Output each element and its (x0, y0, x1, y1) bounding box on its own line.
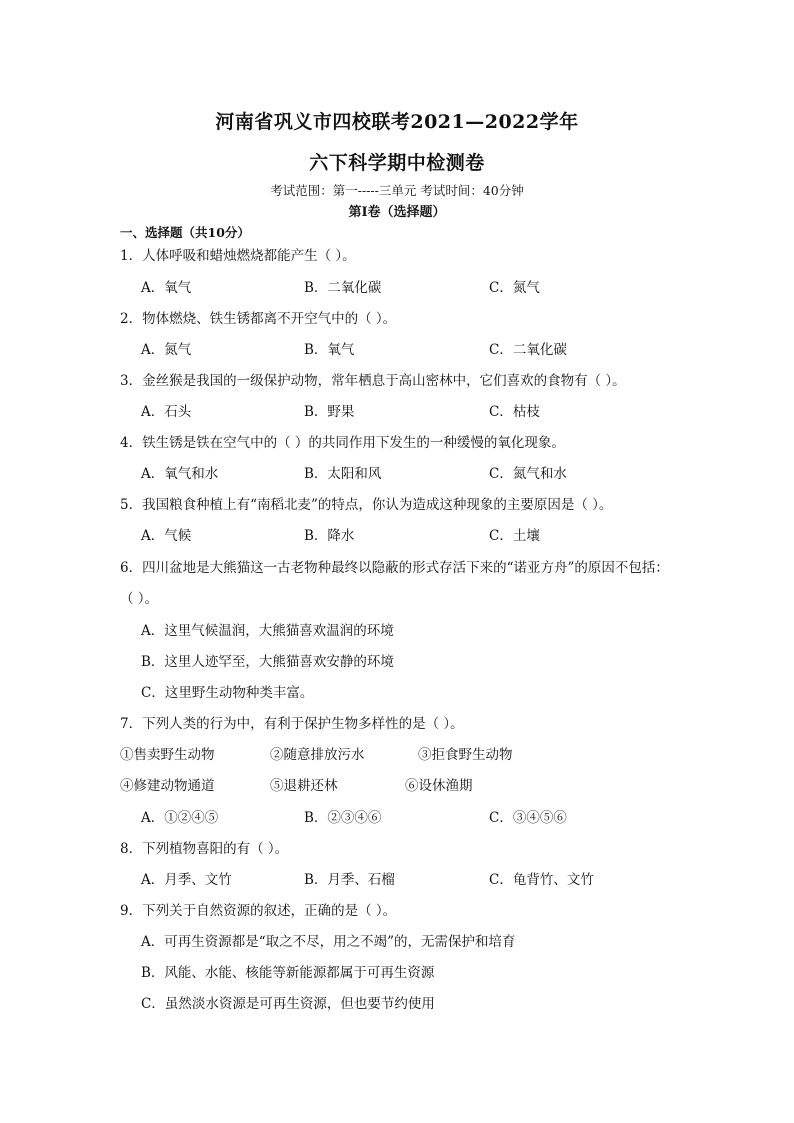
question-5-option-b: B．降水 (304, 528, 355, 544)
question-9-option-b: B．风能、水能、核能等新能源都属于可再生资源 (141, 965, 435, 981)
exam-subtitle: 六下科学期中检测卷 (309, 152, 485, 174)
question-7-item-5: ⑤退耕还林 (270, 778, 338, 794)
question-7-option-a: A．①②④⑤ (141, 810, 219, 826)
exam-info: 考试范围：第一-----三单元 考试时间：40分钟 (270, 183, 524, 198)
question-4-option-a: A．氧气和水 (141, 466, 219, 482)
part-title: 第Ⅰ卷（选择题） (348, 205, 446, 220)
question-3-option-a: A．石头 (141, 404, 192, 420)
question-6-option-c: C．这里野生动物种类丰富。 (141, 685, 314, 701)
question-1-option-b: B．二氧化碳 (304, 280, 382, 296)
question-8-stem: 8．下列植物喜阳的有（ ）。 (120, 841, 289, 857)
question-1-option-a: A．氧气 (141, 280, 192, 296)
question-7-item-2: ②随意排放污水 (270, 747, 365, 763)
question-9-option-a: A．可再生资源都是“取之不尽，用之不竭”的，无需保护和培育 (141, 934, 516, 950)
section-title: 一、选择题（共10分） (120, 225, 250, 240)
question-7-item-6: ⑥设休渔期 (405, 778, 473, 794)
question-7-option-c: C．③④⑤⑥ (489, 810, 567, 826)
question-8-option-a: A．月季、文竹 (141, 872, 232, 888)
question-8-option-c: C．龟背竹、文竹 (489, 872, 594, 888)
question-2-option-b: B．氧气 (304, 342, 355, 358)
question-4-stem: 4．铁生锈是铁在空气中的（ ）的共同作用下发生的一种缓慢的氧化现象。 (120, 435, 565, 451)
question-3-option-b: B．野果 (304, 404, 355, 420)
question-6-option-a: A．这里气候温润，大熊猫喜欢温润的环境 (141, 623, 394, 639)
question-3-option-c: C．枯枝 (489, 404, 540, 420)
question-9-option-c: C．虽然淡水资源是可再生资源，但也要节约使用 (141, 996, 435, 1012)
question-2-option-a: A．氮气 (141, 342, 192, 358)
question-6-stem: 6．四川盆地是大熊猫这一古老物种最终以隐蔽的形式存活下来的“诺亚方舟”的原因不包括： (120, 560, 669, 576)
question-2-option-c: C．二氧化碳 (489, 342, 567, 358)
question-3-stem: 3．金丝猴是我国的一级保护动物，常年栖息于高山密林中，它们喜欢的食物有（ ）。 (120, 373, 626, 389)
question-1-option-c: C．氮气 (489, 280, 540, 296)
question-7-option-b: B．②③④⑥ (304, 810, 382, 826)
question-5-option-c: C．土壤 (489, 528, 540, 544)
question-8-option-b: B．月季、石榴 (304, 872, 395, 888)
question-7-item-1: ①售卖野生动物 (120, 747, 215, 763)
question-7-item-3: ③拒食野生动物 (418, 747, 513, 763)
exam-title: 河南省巩义市四校联考2021—2022学年 (215, 111, 579, 133)
question-7-item-4: ④修建动物通道 (120, 778, 215, 794)
question-5-stem: 5．我国粮食种植上有“南稻北麦”的特点，你认为造成这种现象的主要原因是（ ）。 (120, 497, 613, 513)
question-2-stem: 2．物体燃烧、铁生锈都离不开空气中的（ ）。 (120, 311, 397, 327)
question-4-option-b: B．太阳和风 (304, 466, 382, 482)
question-1-stem: 1．人体呼吸和蜡烛燃烧都能产生（ ）。 (120, 248, 356, 264)
question-4-option-c: C．氮气和水 (489, 466, 567, 482)
question-6-stem-continued: （ ）。 (120, 591, 159, 607)
question-5-option-a: A．气候 (141, 528, 192, 544)
question-6-option-b: B．这里人迹罕至，大熊猫喜欢安静的环境 (141, 654, 394, 670)
question-7-stem: 7．下列人类的行为中，有利于保护生物多样性的是（ ）。 (120, 716, 464, 732)
question-9-stem: 9．下列关于自然资源的叙述，正确的是（ ）。 (120, 903, 397, 919)
